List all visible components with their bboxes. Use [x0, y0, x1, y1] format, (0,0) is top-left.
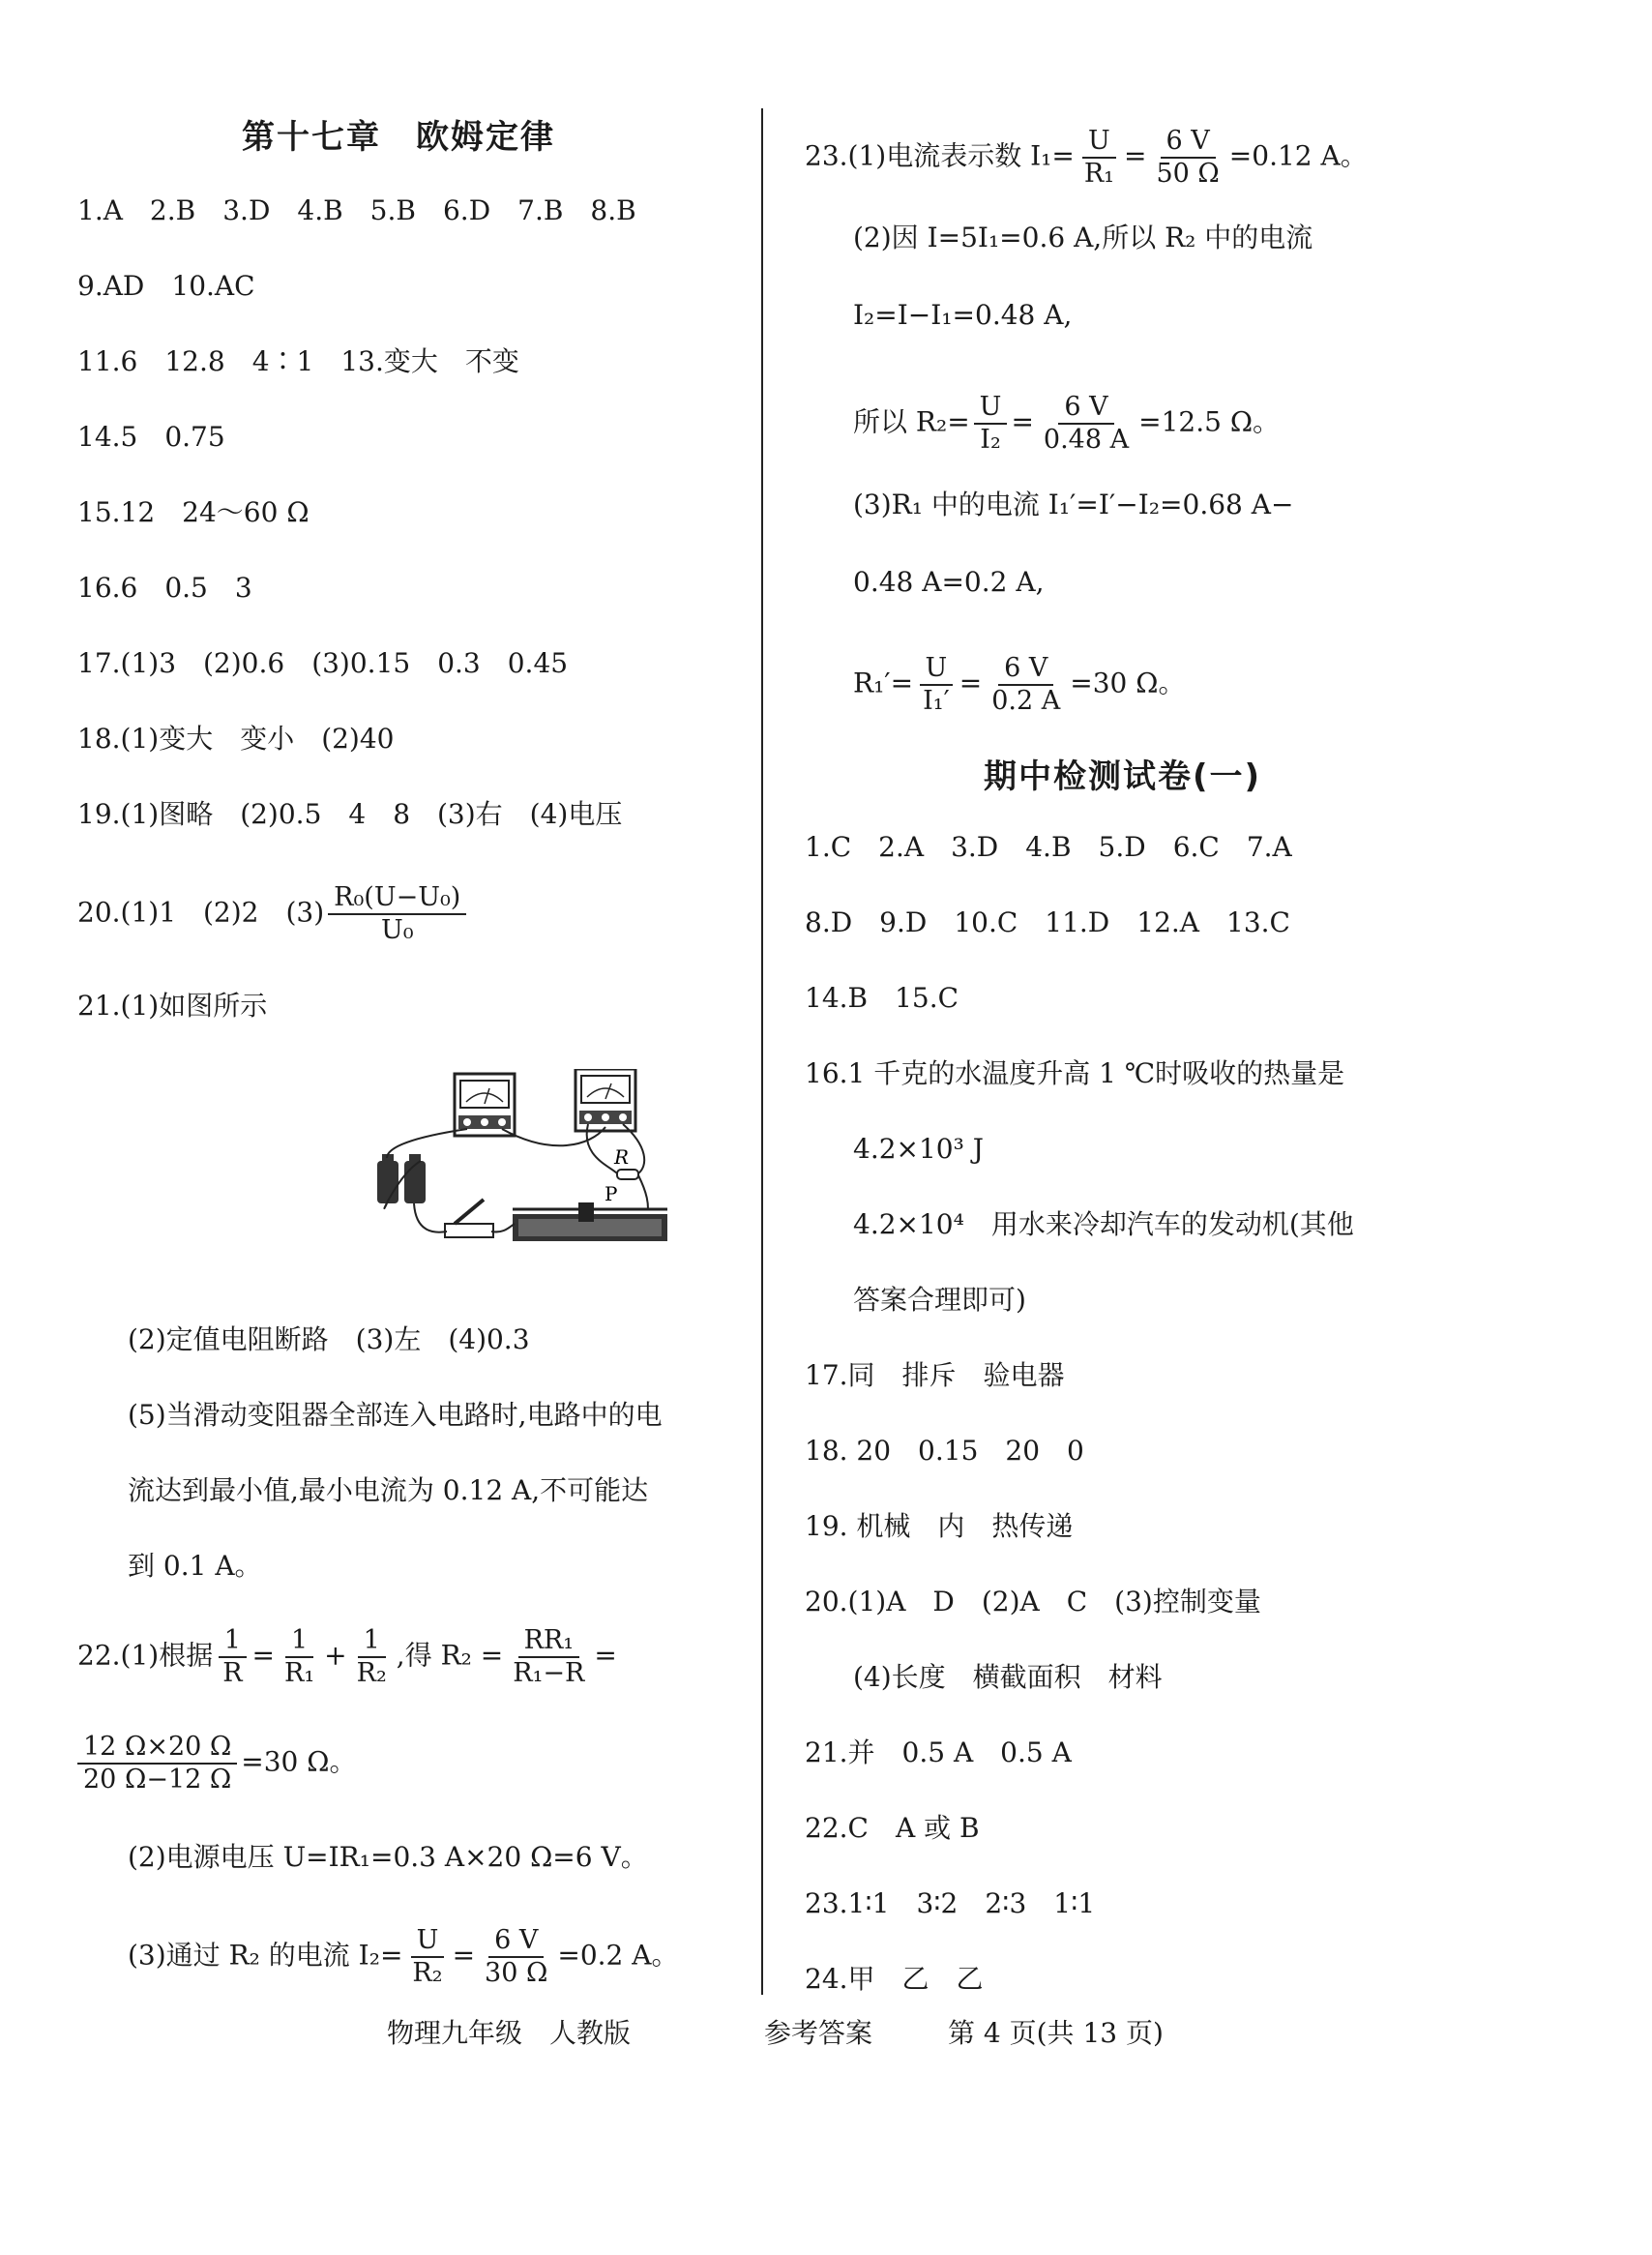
- q22-2-line: (2)电源电压 U=IR₁=0.3 A×20 Ω=6 V。: [128, 1841, 648, 1873]
- label-R: R: [614, 1145, 630, 1169]
- q22-3-line: [128, 1925, 679, 1989]
- answer-line-4: 14.5 0.75: [77, 421, 225, 453]
- exam-line-10: 19. 机械 内 热传递: [805, 1510, 1074, 1542]
- q23-3c-frac-1: [917, 653, 956, 717]
- q23-1-frac-2-num: 6 V: [1161, 126, 1216, 159]
- exam-line-13: 21.并 0.5 A 0.5 A: [805, 1736, 1072, 1768]
- q23-1-frac-1-num: U: [1082, 126, 1116, 159]
- q23-3-line-b: 0.48 A=0.2 A,: [853, 566, 1045, 598]
- q21-5-line-a: (5)当滑动变阻器全部连入电路时,电路中的电: [128, 1399, 663, 1431]
- q23-2-line-a: (2)因 I=5I₁=0.6 A,所以 R₂ 中的电流: [853, 222, 1313, 253]
- exam-line-2: 8.D 9.D 10.C 11.D 12.A 13.C: [805, 906, 1290, 938]
- q22-plus: +: [324, 1639, 347, 1672]
- label-P: P: [605, 1182, 618, 1205]
- q22-3-frac-2: [479, 1925, 553, 1989]
- q20-num: R₀(U−U₀): [328, 882, 466, 915]
- q23-3c-frac-1-den: I₁′: [923, 686, 950, 716]
- q22-3-frac-2-num: 6 V: [488, 1925, 544, 1958]
- answer-line-5: 15.12 24～60 Ω: [77, 496, 310, 528]
- q23-3-line-c: [853, 653, 1185, 717]
- column-divider: [761, 108, 763, 1995]
- q23-2c-frac-2: [1038, 392, 1135, 456]
- exam-line-14: 22.C A 或 B: [805, 1812, 980, 1844]
- q20-line: [77, 882, 470, 946]
- q23-1-frac-1: [1078, 126, 1120, 190]
- resistor-icon: [613, 1145, 638, 1179]
- q22-frac-4-num: RR₁: [518, 1625, 579, 1658]
- q20-fraction: [328, 882, 466, 946]
- q20-prefix: 20.(1)1 (2)2 (3): [77, 896, 325, 929]
- q23-2c-frac-1-den: I₂: [980, 425, 1001, 455]
- q23-1-line: [805, 126, 1368, 190]
- q22-frac-1-num: 1: [219, 1625, 247, 1658]
- q22-eq2: =: [594, 1639, 617, 1672]
- q23-3c-res: =30 Ω。: [1070, 667, 1186, 699]
- q22-frac-3-num: 1: [358, 1625, 386, 1658]
- q23-2-line-c: [853, 392, 1280, 456]
- exam-line-9: 18. 20 0.15 20 0: [805, 1435, 1084, 1467]
- q22-3-frac-1-num: U: [411, 1925, 445, 1958]
- page-footer: [0, 2012, 1652, 2051]
- q23-2c-res: =12.5 Ω。: [1138, 405, 1281, 438]
- q23-2c-frac-2-num: 6 V: [1058, 392, 1113, 425]
- q22-frac-5: [77, 1732, 237, 1795]
- q21-line: 21.(1)如图所示: [77, 990, 268, 1022]
- q22-eq1: =: [251, 1639, 276, 1672]
- q23-1-res: =0.12 A。: [1228, 139, 1368, 172]
- answer-line-6: 16.6 0.5 3: [77, 572, 252, 604]
- exam-line-16: 24.甲 乙 乙: [805, 1963, 984, 1995]
- exam-line-11: 20.(1)A D (2)A C (3)控制变量: [805, 1586, 1261, 1617]
- answer-line-9: 19.(1)图略 (2)0.5 4 8 (3)右 (4)电压: [77, 798, 623, 830]
- q23-1-frac-1-den: R₁: [1083, 159, 1114, 189]
- exam-line-4: 16.1 千克的水温度升高 1 ℃时吸收的热量是: [805, 1057, 1345, 1089]
- circuit-diagram: [358, 1069, 677, 1253]
- q20-den: U₀: [380, 915, 414, 945]
- exam-line-7: 答案合理即可): [853, 1284, 1026, 1316]
- ammeter-icon: [455, 1074, 515, 1136]
- exam-line-6: 4.2×10⁴ 用水来冷却汽车的发动机(其他: [853, 1208, 1354, 1240]
- q22-frac-5-num: 12 Ω×20 Ω: [77, 1732, 237, 1765]
- q22-frac-1: [217, 1625, 248, 1689]
- q22-frac-2-num: 1: [285, 1625, 313, 1658]
- exam-line-15: 23.1∶1 3∶2 2∶3 1∶1: [805, 1887, 1096, 1919]
- q23-2c-frac-1-num: U: [974, 392, 1008, 425]
- q22-1-cont: [77, 1732, 357, 1795]
- q23-1-prefix: 23.(1)电流表示数 I₁=: [805, 139, 1075, 172]
- q22-3-res: =0.2 A。: [557, 1939, 679, 1972]
- q23-1-frac-2-den: 50 Ω: [1156, 159, 1220, 189]
- q22-frac-2: [279, 1625, 320, 1689]
- exam-line-1: 1.C 2.A 3.D 4.B 5.D 6.C 7.A: [805, 831, 1292, 863]
- q21-2-line: (2)定值电阻断路 (3)左 (4)0.3: [128, 1323, 530, 1355]
- q22-3-eq: =: [452, 1939, 476, 1972]
- footer-subject: 物理九年级 人教版: [387, 2017, 632, 2049]
- q23-3c-frac-2-den: 0.2 A: [991, 686, 1061, 716]
- q22-3-frac-1: [406, 1925, 448, 1989]
- q21-5-line-b: 流达到最小值,最小电流为 0.12 A,不可能达: [128, 1474, 649, 1506]
- q22-res: =30 Ω。: [241, 1745, 357, 1778]
- q21-5-line-c: 到 0.1 A。: [128, 1550, 262, 1582]
- q22-frac-2-den: R₁: [284, 1658, 315, 1688]
- footer-page-number: 第 4 页(共 13 页): [948, 2017, 1164, 2049]
- q22-3-frac-1-den: R₂: [412, 1958, 443, 1988]
- q23-3c-frac-1-num: U: [920, 653, 954, 686]
- q22-frac-3: [351, 1625, 393, 1689]
- q22-mid: ,得 R₂ =: [396, 1639, 504, 1672]
- chapter-title: 第十七章 欧姆定律: [242, 118, 555, 157]
- answer-line-7: 17.(1)3 (2)0.6 (3)0.15 0.3 0.45: [77, 647, 569, 679]
- q23-2c-frac-1: [974, 392, 1008, 456]
- q22-frac-3-den: R₂: [356, 1658, 387, 1688]
- q22-prefix: 22.(1)根据: [77, 1639, 214, 1672]
- answer-line-3: 11.6 12.8 4∶1 13.变大 不变: [77, 345, 519, 377]
- answer-line-1: 1.A 2.B 3.D 4.B 5.B 6.D 7.B 8.B: [77, 194, 636, 226]
- q22-frac-4-den: R₁−R: [513, 1658, 585, 1688]
- exam-line-5: 4.2×10³ J: [853, 1133, 984, 1165]
- exam-line-3: 14.B 15.C: [805, 982, 959, 1014]
- exam-line-8: 17.同 排斥 验电器: [805, 1359, 1065, 1391]
- q22-3-frac-2-den: 30 Ω: [485, 1958, 548, 1988]
- answer-line-2: 9.AD 10.AC: [77, 270, 255, 302]
- q23-1-frac-2: [1150, 126, 1224, 190]
- switch-icon: [445, 1200, 493, 1237]
- q23-1-eq: =: [1124, 139, 1147, 172]
- q22-frac-4: [507, 1625, 590, 1689]
- q22-frac-5-den: 20 Ω−12 Ω: [83, 1765, 232, 1795]
- q22-3-prefix: (3)通过 R₂ 的电流 I₂=: [128, 1939, 403, 1972]
- q23-3c-prefix: R₁′=: [853, 667, 914, 699]
- voltmeter-icon: [575, 1069, 635, 1131]
- q23-3c-eq: =: [959, 667, 983, 699]
- exam-line-12: (4)长度 横截面积 材料: [853, 1661, 1163, 1693]
- q23-2c-frac-2-den: 0.48 A: [1043, 425, 1130, 455]
- q23-3-line-a: (3)R₁ 中的电流 I₁′=I′−I₂=0.68 A−: [853, 489, 1294, 520]
- q22-frac-1-den: R: [222, 1658, 243, 1688]
- answer-line-8: 18.(1)变大 变小 (2)40: [77, 723, 395, 755]
- q23-3c-frac-2-num: 6 V: [998, 653, 1053, 686]
- q23-2c-prefix: 所以 R₂=: [853, 405, 970, 438]
- q23-3c-frac-2: [986, 653, 1066, 717]
- footer-section: 参考答案: [764, 2017, 873, 2049]
- q23-2c-eq: =: [1011, 405, 1034, 438]
- q22-1-line: [77, 1625, 617, 1689]
- q23-2-line-b: I₂=I−I₁=0.48 A,: [853, 299, 1073, 331]
- exam-title: 期中检测试卷(一): [984, 757, 1262, 796]
